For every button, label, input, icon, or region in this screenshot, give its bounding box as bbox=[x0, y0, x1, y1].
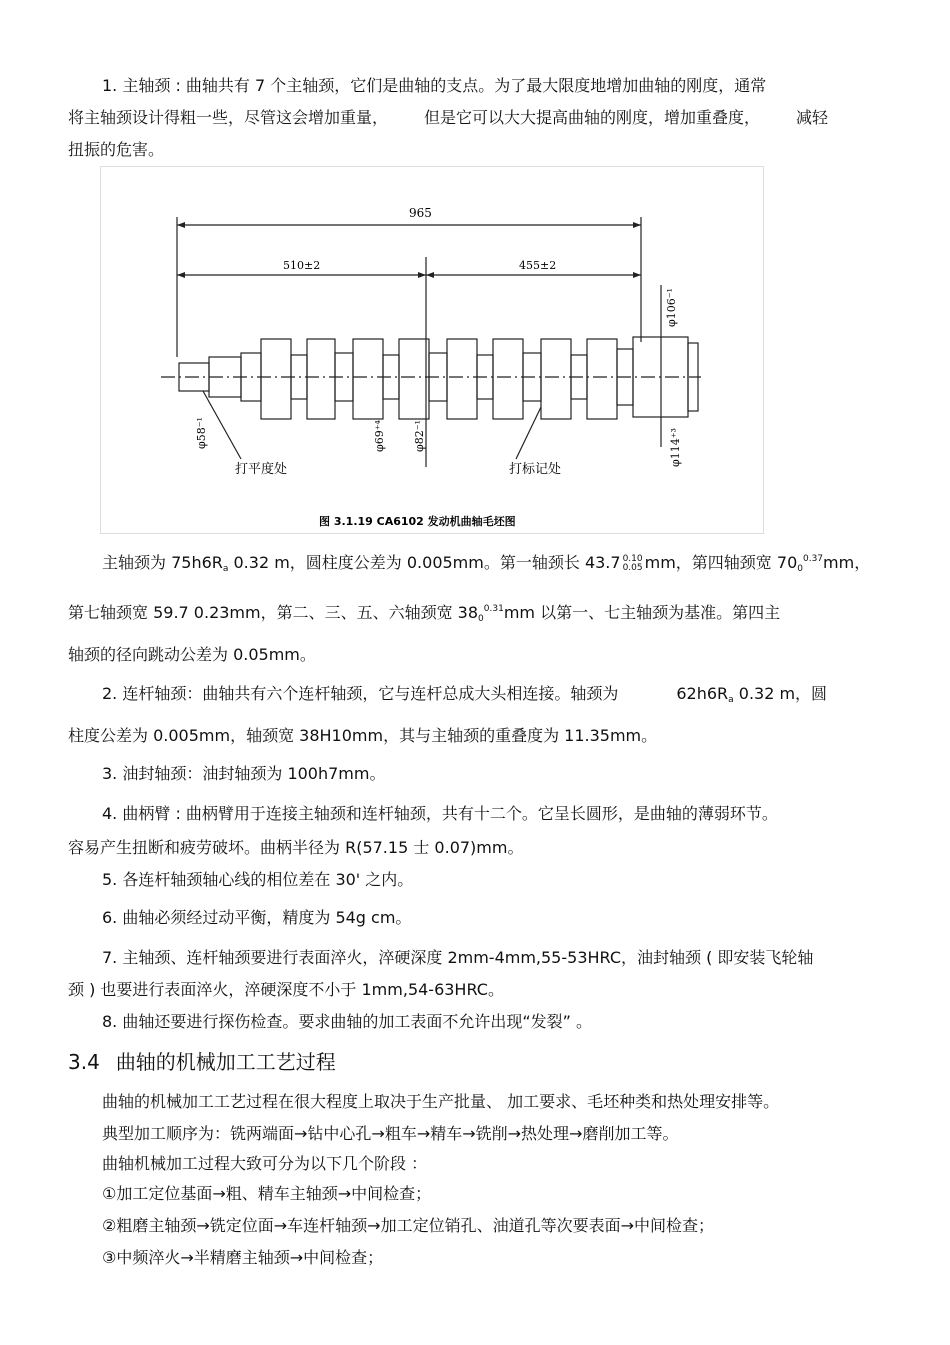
main-journal-line-3: 轴颈的径向跳动公差为 0.05mm。 bbox=[68, 645, 316, 664]
phase-line: 5. 各连杆轴颈轴心线的相位差在 30' 之内。 bbox=[102, 870, 414, 889]
crank-arm-line-1: 4. 曲柄臂 : 曲柄臂用于连接主轴颈和连杆轴颈，共有十二个。它呈长圆形，是曲轴的薄弱环节。 bbox=[102, 804, 778, 823]
quench-line-1: 7. 主轴颈、连杆轴颈要进行表面淬火，淬硬深度 2mm-4mm,55-53HRC，油封轴颈 ( 即安装飞轮轴 bbox=[102, 948, 814, 967]
dia-114-label: φ114⁺³ bbox=[669, 428, 682, 467]
figure-caption: 图 3.1.19 CA6102 发动机曲轴毛坯图 bbox=[319, 515, 516, 528]
crack-line: 8. 曲轴还要进行探伤检查。要求曲轴的加工表面不允许出现“发裂” 。 bbox=[102, 1012, 593, 1031]
crank-arm-line-2: 容易产生扭断和疲劳破坏。曲柄半径为 R(57.15 士 0.07)mm。 bbox=[68, 838, 524, 857]
main-journal-line-1: 主轴颈为 75h6Ra 0.32 m，圆柱度公差为 0.005mm。第一轴颈长 43.7 0.10 0.05 mm，第四轴颈宽 $700^{0.37}mm$， bbox=[102, 553, 871, 574]
crankshaft-figure bbox=[100, 166, 764, 534]
process-step-2: ②粗磨主轴颈→铣定位面→车连杆轴颈→加工定位销孔、油道孔等次要表面→中间检查； bbox=[102, 1216, 714, 1235]
dia-69-label: φ69⁺⁴ bbox=[373, 420, 386, 452]
rod-journal-line-2: 柱度公差为 0.005mm，轴颈宽 38H10mm，其与主轴颈的重叠度为 11.35mm。 bbox=[68, 726, 658, 745]
process-step-1: ①加工定位基面→粗、精车主轴颈→中间检查； bbox=[102, 1184, 432, 1203]
balance-line: 6. 曲轴必须经过动平衡，精度为 54g cm。 bbox=[102, 908, 412, 927]
label-mark: 打标记处 bbox=[509, 462, 562, 477]
label-balance: 打平度处 bbox=[235, 462, 288, 477]
dia-58-label: φ58⁻¹ bbox=[195, 417, 208, 449]
section-title: 曲轴的机械加工工艺过程 bbox=[115, 1050, 336, 1074]
process-step-3: ③中频淬火→半精磨主轴颈→中间检查； bbox=[102, 1248, 384, 1267]
crankshaft-drawing bbox=[101, 167, 763, 533]
intro-line-1: 1. 主轴颈 : 曲轴共有 7 个主轴颈，它们是曲轴的支点。为了最大限度地增加曲轴的刚度，通常 bbox=[102, 76, 767, 95]
dia-106-label: φ106⁻¹ bbox=[665, 288, 678, 327]
process-para-2: 典型加工顺序为：铣两端面→钻中心孔→粗车→精车→铣削→热处理→磨削加工等。 bbox=[102, 1124, 679, 1143]
dim-total-label: 965 bbox=[409, 206, 432, 220]
dim-right-label: 455±2 bbox=[519, 259, 557, 272]
oil-seal-line: 3. 油封轴颈：油封轴颈为 100h7mm。 bbox=[102, 764, 386, 783]
process-para-3: 曲轴机械加工过程大致可分为以下几个阶段 ： bbox=[102, 1154, 428, 1173]
process-para-1: 曲轴的机械加工工艺过程在很大程度上取决于生产批量、 加工要求、毛坯种类和热处理安排等。 bbox=[102, 1092, 780, 1111]
quench-line-2: 颈 ) 也要进行表面淬火，淬硬深度不小于 1mm,54-63HRC。 bbox=[68, 980, 504, 999]
section-number: 3.4 bbox=[68, 1050, 100, 1074]
main-journal-line-2: 第七轴颈宽 59.7 0.23mm，第二、三、五、六轴颈宽 $380^{0.31}mm$ 以第一、七主轴颈为基准。第四主 bbox=[68, 603, 781, 624]
dim-left-label: 510±2 bbox=[283, 259, 321, 272]
dia-82-label: φ82⁻¹ bbox=[413, 420, 426, 452]
section-heading bbox=[68, 1050, 336, 1074]
intro-line-3: 扭振的危害。 bbox=[68, 140, 165, 159]
rod-journal-line-1: 2. 连杆轴颈：曲轴共有六个连杆轴颈，它与连杆总成大头相连接。轴颈为 62h6Ra 0.32 m，圆 bbox=[102, 684, 828, 705]
intro-line-2: 将主轴颈设计得粗一些，尽管这会增加重量， 但是它可以大大提高曲轴的刚度，增加重叠度， 减轻 bbox=[68, 108, 829, 127]
